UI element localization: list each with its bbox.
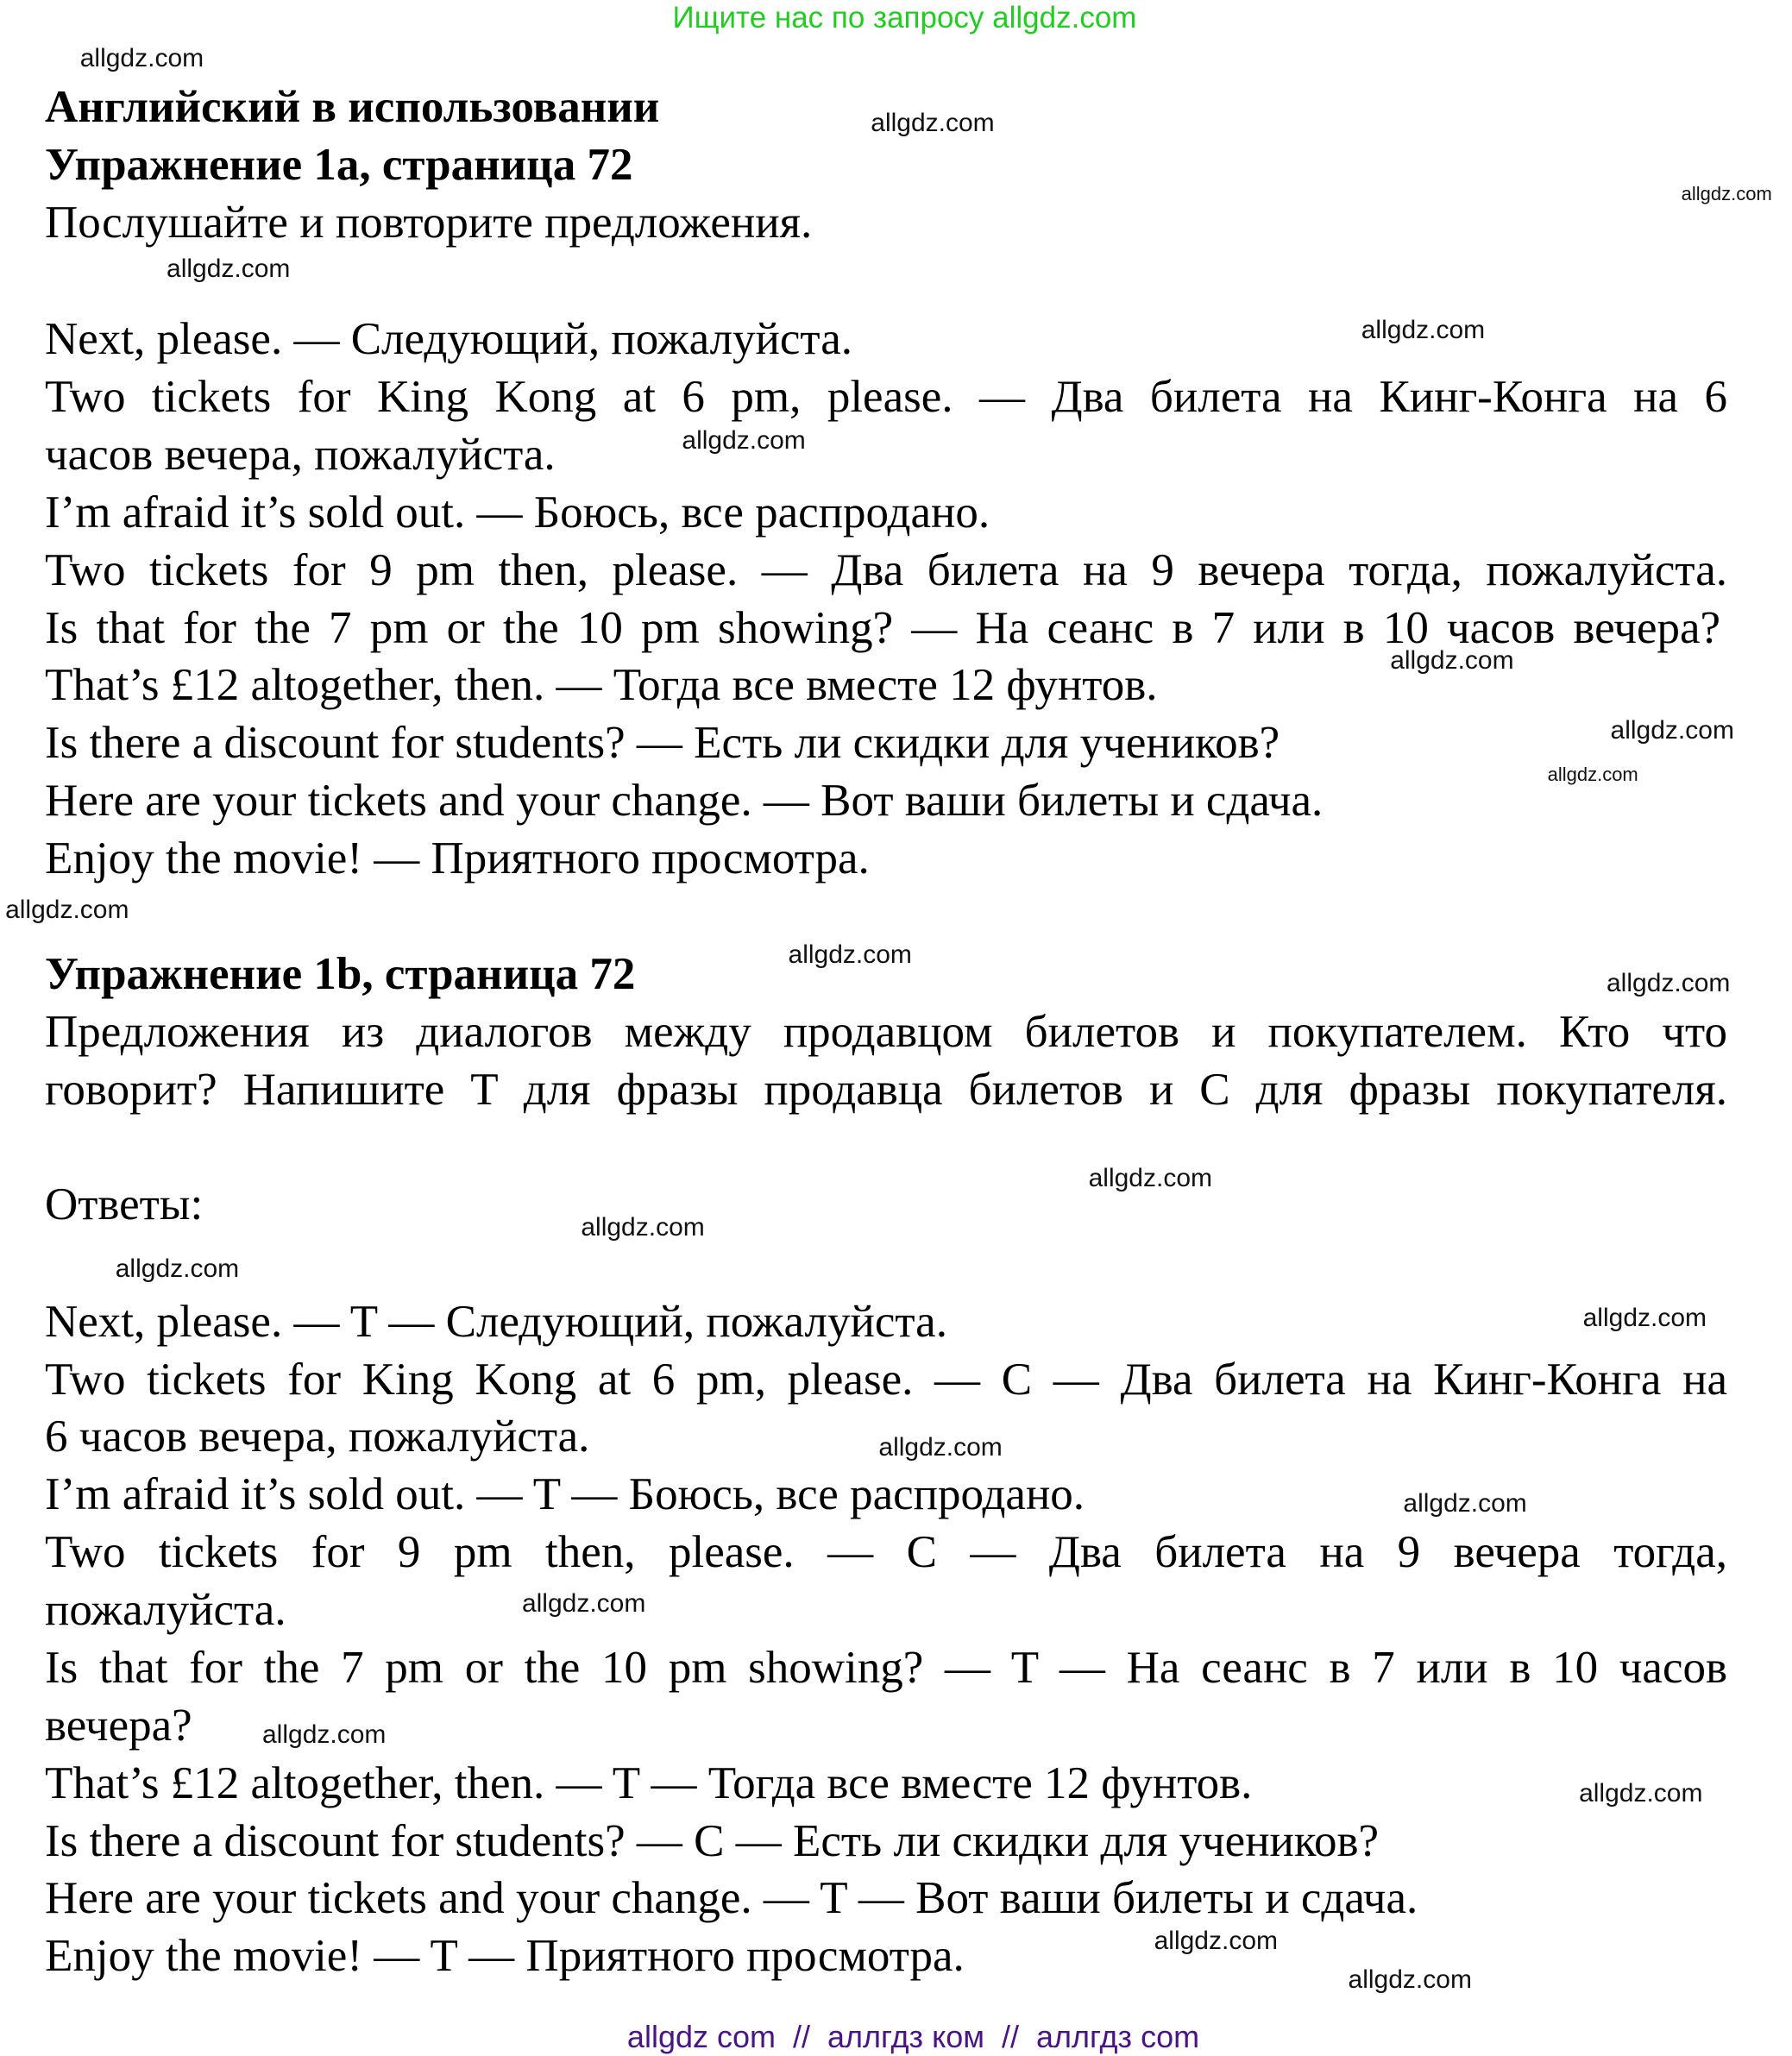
sentence-line: That’s £12 altogether, then. — Тогда все вместе 12 фунтов.: [45, 660, 1158, 711]
footer-watermark: allgdz com // аллгдз ком // аллгдз com: [626, 2019, 1200, 2054]
watermark: allgdz.com: [682, 425, 806, 455]
answer-line: Two tickets for 9 pm then, please. — C — Два билета на 9 вечера тогда,: [45, 1527, 1727, 1578]
watermark: allgdz.com: [1582, 1303, 1707, 1332]
watermark: allgdz.com: [1610, 715, 1734, 745]
answer-line: Enjoy the movie! — T — Приятного просмотра.: [45, 1931, 965, 1982]
sentence-line: Here are your tickets and your change. — Вот ваши билеты и сдача.: [45, 776, 1324, 827]
sentence-line: I’m afraid it’s sold out. — Боюсь, все распродано.: [45, 487, 990, 538]
watermark: allgdz.com: [1088, 1164, 1212, 1193]
sentence-line: Two tickets for 9 pm then, please. — Два билета на 9 вечера тогда, пожалуйста.: [45, 544, 1727, 595]
answer-line: пожалуйста.: [45, 1585, 286, 1636]
top-banner-link[interactable]: Ищите нас по запросу allgdz.com: [672, 1, 1137, 35]
watermark: allgdz.com: [788, 940, 912, 969]
watermark: allgdz.com: [1361, 316, 1486, 345]
sentence-line: Is there a discount for students? — Есть ли скидки для учеников?: [45, 718, 1280, 769]
answers-label: Ответы:: [45, 1179, 204, 1230]
answer-line: Is there a discount for students? — C — Есть ли скидки для учеников?: [45, 1815, 1380, 1866]
watermark: allgdz.com: [871, 108, 995, 137]
watermark: allgdz.com: [521, 1588, 646, 1618]
exercise-1b-instruction: говорит? Напишите T для фразы продавца билетов и C для фразы покупателя.: [45, 1064, 1727, 1115]
watermark: allgdz.com: [581, 1212, 705, 1242]
answer-line: Here are your tickets and your change. — T — Вот ваши билеты и сдача.: [45, 1873, 1418, 1924]
answer-line: Two tickets for King Kong at 6 pm, please. — C — Два билета на Кинг-Конга на: [45, 1354, 1727, 1405]
sentence-line: часов вечера, пожалуйста.: [45, 429, 556, 480]
watermark: allgdz.com: [167, 254, 291, 283]
watermark: allgdz.com: [115, 1254, 240, 1284]
watermark: allgdz.com: [878, 1433, 1003, 1462]
sentence-line: Is that for the 7 pm or the 10 pm showing? — На сеанс в 7 или в 10 часов вечера?: [45, 602, 1721, 653]
document-title: Английский в использовании: [45, 82, 660, 133]
watermark: allgdz.com: [1403, 1489, 1527, 1518]
sentence-line: Two tickets for King Kong at 6 pm, please. — Два билета на Кинг-Конга на 6: [45, 372, 1727, 423]
answer-line: I’m afraid it’s sold out. — T — Боюсь, все распродано.: [45, 1469, 1085, 1520]
exercise-1b-heading: Упражнение 1b, страница 72: [45, 948, 636, 999]
watermark: allgdz.com: [1547, 764, 1638, 786]
watermark: allgdz.com: [1154, 1926, 1278, 1955]
answer-line: Next, please. — T — Следующий, пожалуйста.: [45, 1296, 947, 1347]
watermark: allgdz.com: [1348, 1965, 1472, 1995]
exercise-1a-instruction: Послушайте и повторите предложения.: [45, 197, 813, 248]
watermark: allgdz.com: [1579, 1779, 1703, 1808]
answer-line: 6 часов вечера, пожалуйста.: [45, 1412, 590, 1462]
watermark: allgdz.com: [262, 1720, 387, 1749]
answer-line: That’s £12 altogether, then. — T — Тогда все вместе 12 фунтов.: [45, 1757, 1253, 1808]
watermark: allgdz.com: [5, 895, 129, 924]
watermark: allgdz.com: [1607, 969, 1731, 997]
watermark: allgdz.com: [1390, 646, 1514, 676]
answer-line: Is that for the 7 pm or the 10 pm showing? — T — На сеанс в 7 или в 10 часов: [45, 1642, 1727, 1693]
watermark: allgdz.com: [79, 44, 204, 73]
exercise-1b-instruction: Предложения из диалогов между продавцом билетов и покупателем. Кто что: [45, 1006, 1727, 1057]
watermark: allgdz.com: [1681, 182, 1772, 204]
sentence-line: Enjoy the movie! — Приятного просмотра.: [45, 833, 870, 884]
sentence-line: Next, please. — Следующий, пожалуйста.: [45, 314, 852, 365]
answer-line: вечера?: [45, 1700, 192, 1751]
exercise-1a-heading: Упражнение 1a, страница 72: [45, 140, 633, 191]
